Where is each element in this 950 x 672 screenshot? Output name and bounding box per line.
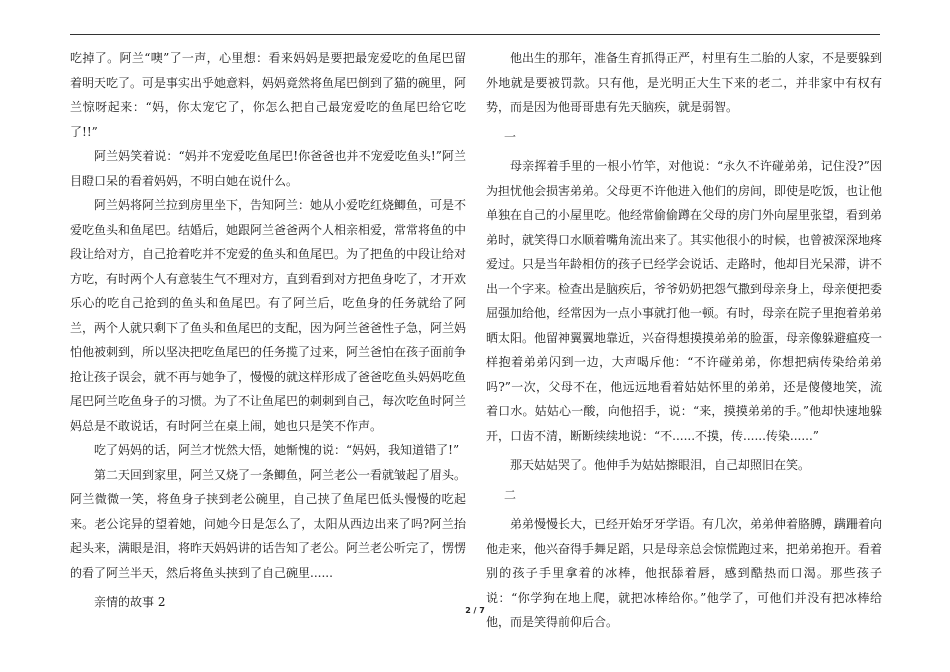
paragraph: 母亲挥着手里的一根小竹竿，对他说：“永久不许碰弟弟，记住没?”因为担忧他会损害弟弟。父母更不许他进入他们的房间，即使是吃饭，也让他单独在自己的小屋里吃。他经常偷偷蹲在父母的房门外向屋里张望，看到弟弟时，就笑得口水顺着嘴角流出来了。其实他很小的时候，也曾被深深地疼爱过。只是当年龄相仿的孩子已经学会说话、走路时，他却目光呆滞，讲不出一个字来。检查出是脑疾后，爷爷奶奶把怨气撒到母亲身上，母亲便把委屈强加给他，经常因为一点小事就打他一顿。有时，母亲在院子里抱着弟弟晒太阳。他留神翼翼地靠近，兴奋得想摸摸弟弟的脸蛋，母亲像躲避瘟疫一样抱着弟弟闪到一边，大声喝斥他：“不许碰弟弟，你想把病传染给弟弟吗?”一次，父母不在，他远远地看着姑姑怀里的弟弟，还是傻傻地笑，流着口水。姑姑心一酸，向他招手，说：“来，摸摸弟弟的手。”他却快速地躲开，口齿不清，断断续续地说：“不......不摸，传......传染......” [486, 159, 883, 443]
paragraph: 那天姑姑哭了。他伸手为姑姑擦眼泪，自己却照旧在笑。 [510, 458, 811, 472]
paragraph: 吃了妈妈的话，阿兰才恍然大悟，她惭愧的说：“妈妈，我知道错了!” [94, 443, 460, 457]
section-heading: 亲情的故事 2 [94, 595, 166, 609]
paragraph: 他出生的那年，准备生育抓得正严，村里有生二胎的人家，不是要躲到外地就是要被罚款。只有他，是光明正大生下来的老二，并非家中有权有势，而是因为他哥哥患有先天脑疾，就是弱智。 [486, 51, 883, 114]
paragraph: 阿兰妈笑着说：“妈并不宠爱吃鱼尾巴!你爸爸也并不宠爱吃鱼头!”阿兰目瞪口呆的看着妈妈，不明白她在说什么。 [70, 149, 466, 188]
page-number: 2 / 7 [465, 606, 485, 615]
section-number: 一 [504, 129, 517, 144]
paragraph: 阿兰妈将阿兰拉到房里坐下，告知阿兰：她从小爱吃红烧鲫鱼，可是不爱吃鱼头和鱼尾巴。结婚后，她跟阿兰爸爸两个人相亲相爱，常常将鱼的中段让给对方，自己抢着吃并不宠爱的鱼头和鱼尾巴。为了把鱼的中段让给对方吃，有时两个人有意装生气不理对方，直到看到对方把鱼身吃了，才开欢乐心的吃自己抢到的鱼头和鱼尾巴。有了阿兰后，吃鱼身的任务就给了阿兰，两个人就只剩下了鱼头和鱼尾巴的支配，因为阿兰爸爸性子急，阿兰妈怕他被刺到，所以坚决把吃鱼尾巴的任务揽了过来，阿兰爸怕在孩子面前争抢让孩子误会，就不再与她争了，慢慢的就这样形成了爸爸吃鱼头妈妈吃鱼尾巴阿兰吃鱼身子的习惯。为了不让鱼尾巴的刺刺到自己，每次吃鱼时阿兰妈总是不敢说话，有时阿兰在桌上闹，她也只是笑不作声。 [70, 198, 467, 433]
paragraph: 吃掉了。阿兰“噢”了一声，心里想：看来妈妈是要把最宠爱吃的鱼尾巴留着明天吃了。可是事实出乎她意料，妈妈竟然将鱼尾巴倒到了猫的碗里，阿兰惊呀起来：“妈，你太宠它了，你怎么把自己最宠爱吃的鱼尾巴给它吃了!!” [70, 51, 467, 139]
header-rule [70, 34, 880, 35]
left-column [70, 46, 466, 615]
section-number: 二 [504, 487, 517, 502]
paragraph: 弟弟慢慢长大，已经开始牙牙学语。有几次，弟弟伸着胳膊，蹒跚着向他走来，他兴奋得手舞足蹈，只是母亲总会惊慌跑过来，把弟弟抱开。看着别的孩子手里拿着的冰棒，他抿舔着唇，感到酷热而口渴。那些孩子说：“你学狗在地上爬，就把冰棒给你。”他学了，可他们并没有把冰棒给他，而是笑得前仰后合。 [486, 517, 883, 629]
right-column [486, 46, 882, 635]
paragraph: 第二天回到家里，阿兰又烧了一条鲫鱼，阿兰老公一看就皱起了眉头。阿兰微微一笑，将鱼身子挟到老公碗里，自己挟了鱼尾巴低头慢慢的吃起来。老公诧异的望着她，问她今日是怎么了，太阳从西边出来了吗?阿兰抬起头来，满眼是泪，将昨天妈妈讲的话告知了老公。阿兰老公听完了，愣愣的看了阿兰半天，然后将鱼头挟到了自己碗里...... [70, 467, 467, 580]
